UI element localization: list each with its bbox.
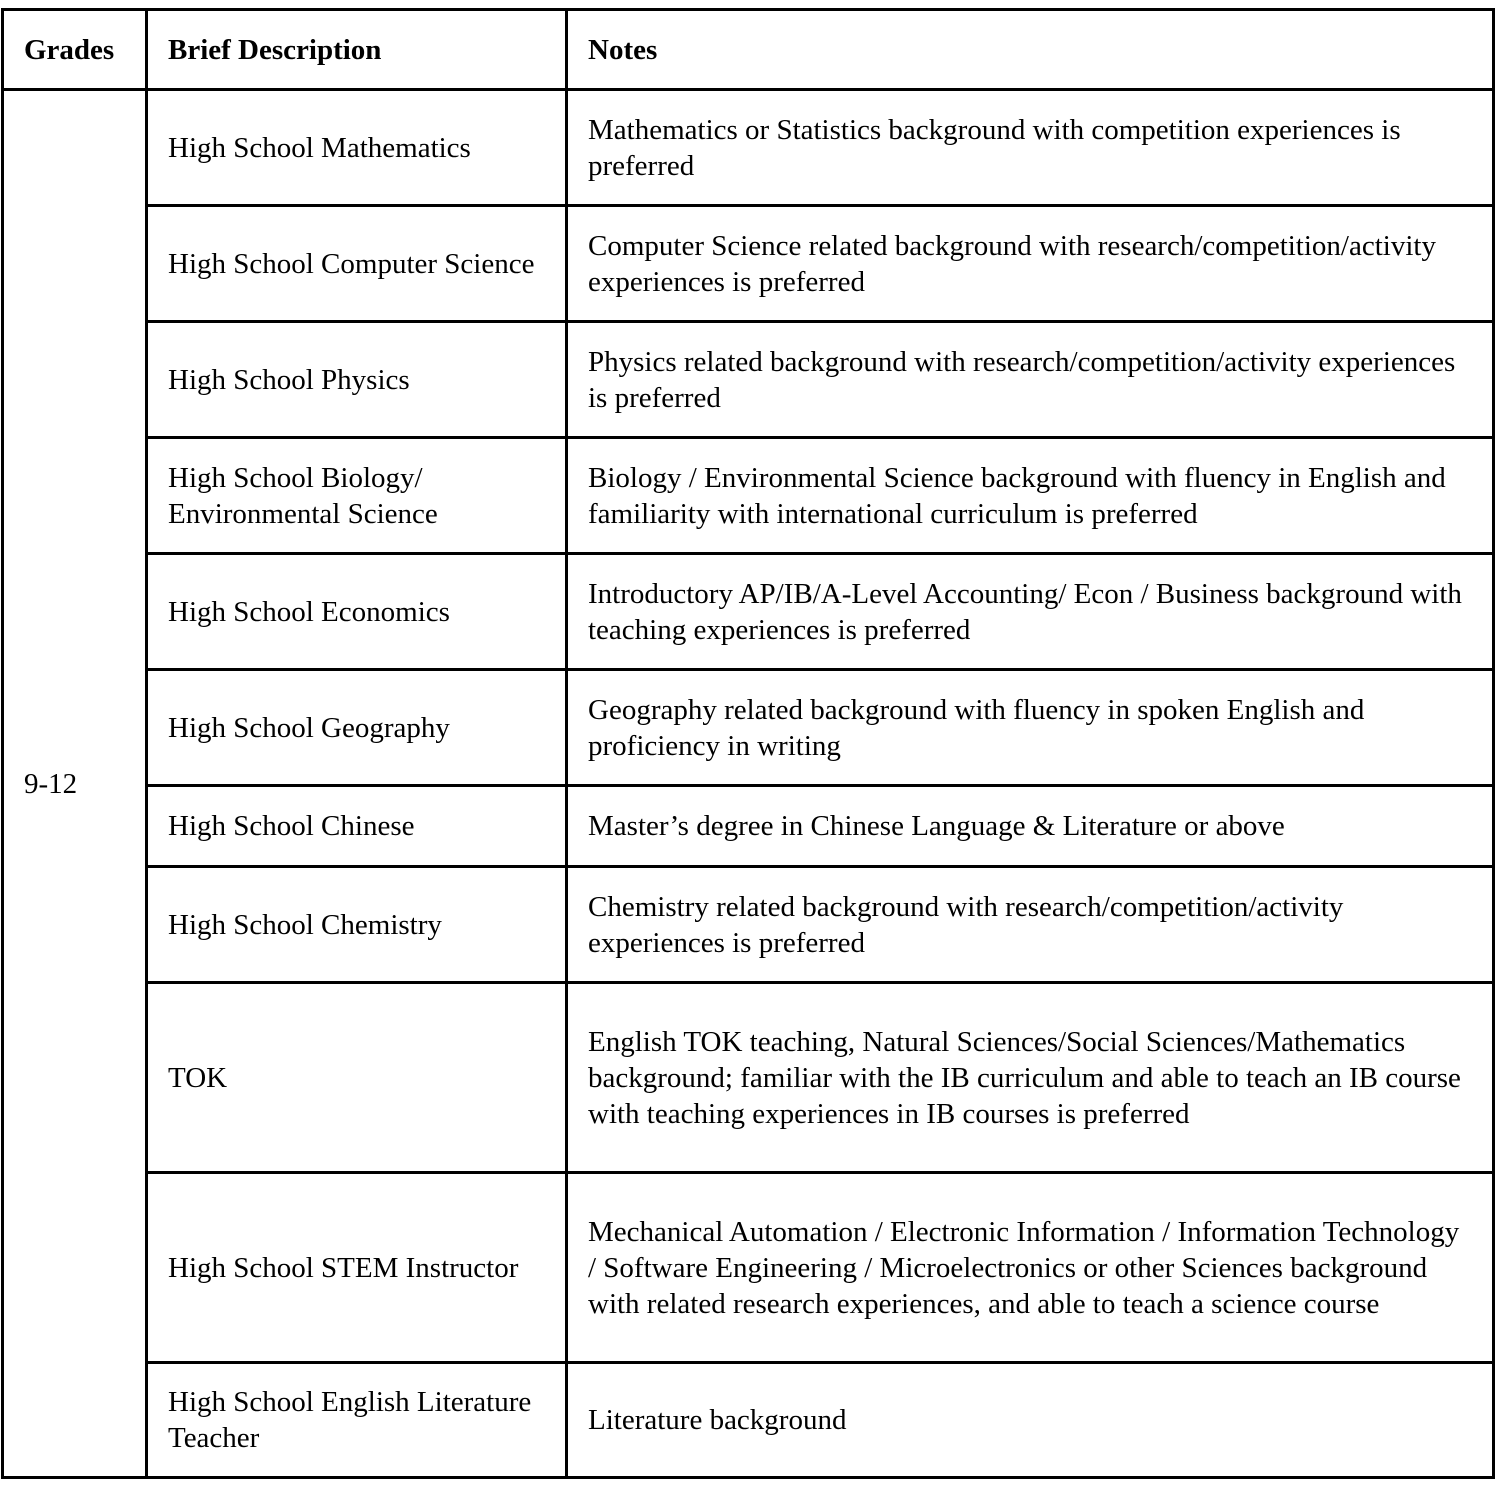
table-row	[3, 786, 1494, 867]
notes-cell: Chemistry related background with research/competition/activity experiences is preferred	[567, 867, 1494, 983]
description-cell: High School Mathematics	[147, 90, 567, 206]
table-row	[3, 322, 1494, 438]
notes-cell: Mathematics or Statistics background with competition experiences is preferred	[567, 90, 1494, 206]
notes-cell: Literature background	[567, 1363, 1494, 1478]
notes-cell: Master’s degree in Chinese Language & Literature or above	[567, 786, 1494, 867]
table-row	[3, 1173, 1494, 1363]
notes-cell: Computer Science related background with research/competition/activity experiences is preferred	[567, 206, 1494, 322]
header-row	[3, 10, 1494, 90]
table-row	[3, 670, 1494, 786]
notes-cell: Geography related background with fluency in spoken English and proficiency in writing	[567, 670, 1494, 786]
description-cell: High School Physics	[147, 322, 567, 438]
notes-cell: English TOK teaching, Natural Sciences/Social Sciences/Mathematics background; familiar with the IB curriculum and able to teach an IB course with teaching experiences in IB courses is preferred	[567, 983, 1494, 1173]
description-cell: High School Chinese	[147, 786, 567, 867]
table-row	[3, 554, 1494, 670]
description-cell: TOK	[147, 983, 567, 1173]
description-cell: High School Biology/ Environmental Science	[147, 438, 567, 554]
header-notes: Notes	[567, 10, 1494, 90]
notes-cell: Biology / Environmental Science background with fluency in English and familiarity with international curriculum is preferred	[567, 438, 1494, 554]
description-cell: High School Geography	[147, 670, 567, 786]
table-row	[3, 90, 1494, 206]
description-cell: High School Economics	[147, 554, 567, 670]
table-row	[3, 206, 1494, 322]
notes-cell: Introductory AP/IB/A-Level Accounting/ Econ / Business background with teaching experiences is preferred	[567, 554, 1494, 670]
header-description: Brief Description	[147, 10, 567, 90]
grade-range-cell: 9-12	[3, 90, 147, 1478]
header-grades: Grades	[3, 10, 147, 90]
description-cell: High School Chemistry	[147, 867, 567, 983]
notes-cell: Physics related background with research/competition/activity experiences is preferred	[567, 322, 1494, 438]
table-row	[3, 867, 1494, 983]
notes-cell: Mechanical Automation / Electronic Information / Information Technology / Software Engineering / Microelectronics or other Sciences background with related research experiences, and able to teach a science course	[567, 1173, 1494, 1363]
table-row	[3, 438, 1494, 554]
table-row	[3, 983, 1494, 1173]
table-row	[3, 1363, 1494, 1478]
description-cell: High School STEM Instructor	[147, 1173, 567, 1363]
positions-table	[1, 8, 1495, 1479]
description-cell: High School English Literature Teacher	[147, 1363, 567, 1478]
description-cell: High School Computer Science	[147, 206, 567, 322]
